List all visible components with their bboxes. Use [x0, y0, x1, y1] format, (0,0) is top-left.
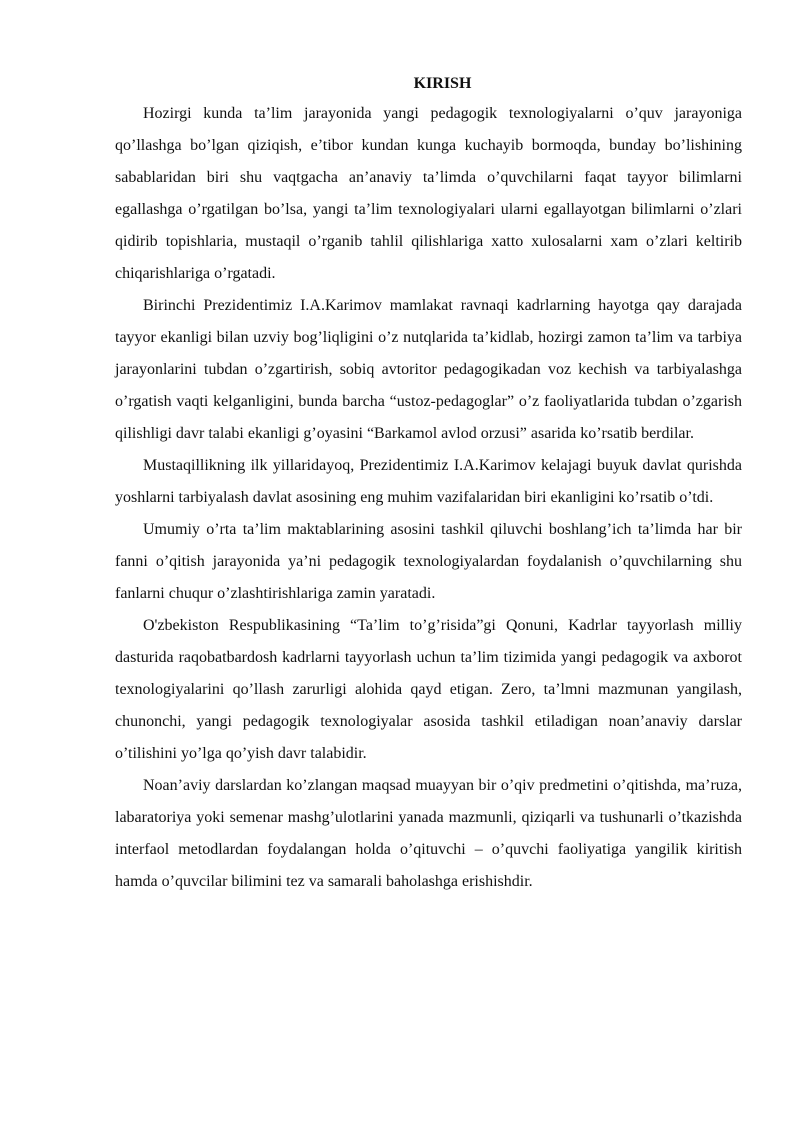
paragraph-3: Mustaqillikning ilk yillaridayoq, Prezidentimiz I.A.Karimov kelajagi buyuk davlat qurishda yoshlarni tarbiyalash davlat asosining eng muhim vazifalaridan biri ekanligini ko’rsatib o’tdi.	[115, 457, 742, 506]
paragraph-6: Noan’aviy darslardan ko’zlangan maqsad muayyan bir o’qiv predmetini o’qitishda, ma’ruza, labaratoriya yoki semenar mashg’ulotlarini yanada mazmunli, qiziqarli va tushunarli o’tkazishda interfaol metodlardan foydalangan holda o’qituvchi – o’quvchi faoliyatiga yangilik kiritish hamda o’quvcilar bilimini tez va samarali baholashga erishishdir.	[115, 777, 742, 890]
document-page	[115, 74, 742, 898]
paragraph-2: Birinchi Prezidentimiz I.A.Karimov mamlakat ravnaqi kadrlarning hayotga qay darajada tayyor ekanligi bilan uzviy bog’liqligini o’z nutqlarida ta’kidlab, hozirgi zamon ta’lim va tarbiya jarayonlarini tubdan o’zgartirish, sobiq avtoritor pedagogikadan voz kechish va tarbiyalashga o’rgatish vaqti kelganligini, bunda barcha “ustoz-pedagoglar” o’z faoliyatlarida tubdan o’zgarish qilishligi davr talabi ekanligi g’oyasini “Barkamol avlod orzusi” asarida ko’rsatib berdilar.	[115, 297, 742, 442]
paragraph-1: Hozirgi kunda ta’lim jarayonida yangi pedagogik texnologiyalarni o’quv jarayoniga qo’llashga bo’lgan qiziqish, e’tibor kundan kunga kuchayib bormoqda, bunday bo’lishining sabablaridan biri shu vaqtgacha an’anaviy ta’limda o’quvchilarni faqat tayyor bilimlarni egallashga o’rgatilgan bo’lsa, yangi ta’lim texnologiyalari ularni egallayotgan bilimlarni o’zlari qidirib topishlaria, mustaqil o’rganib tahlil qilishlariga xatto xulosalarni xam o’zlari keltirib chiqarishlariga o’rgatadi.	[115, 105, 742, 282]
paragraph-5: O'zbekiston Respublikasining “Ta’lim to’g’risida”gi Qonuni, Kadrlar tayyorlash milliy dasturida raqobatbardosh kadrlarni tayyorlash uchun ta’lim tizimida yangi pedagogik va axborot texnologiyalarini qo’llash zarurligi alohida qayd etigan. Zero, ta’lmni mazmunan yangilash, chunonchi, yangi pedagogik texnologiyalar asosida tashkil etiladigan noan’anaviy darslar o’tilishini yo’lga qo’yish davr talabidir.	[115, 617, 742, 762]
section-title: KIRISH	[413, 75, 472, 92]
paragraph-4: Umumiy o’rta ta’lim maktablarining asosini tashkil qiluvchi boshlang’ich ta’limda har bir fanni o’qitish jarayonida ya’ni pedagogik texnologiyalardan foydalanish o’quvchilarning shu fanlarni chuqur o’zlashtirishlariga zamin yaratadi.	[115, 521, 742, 602]
